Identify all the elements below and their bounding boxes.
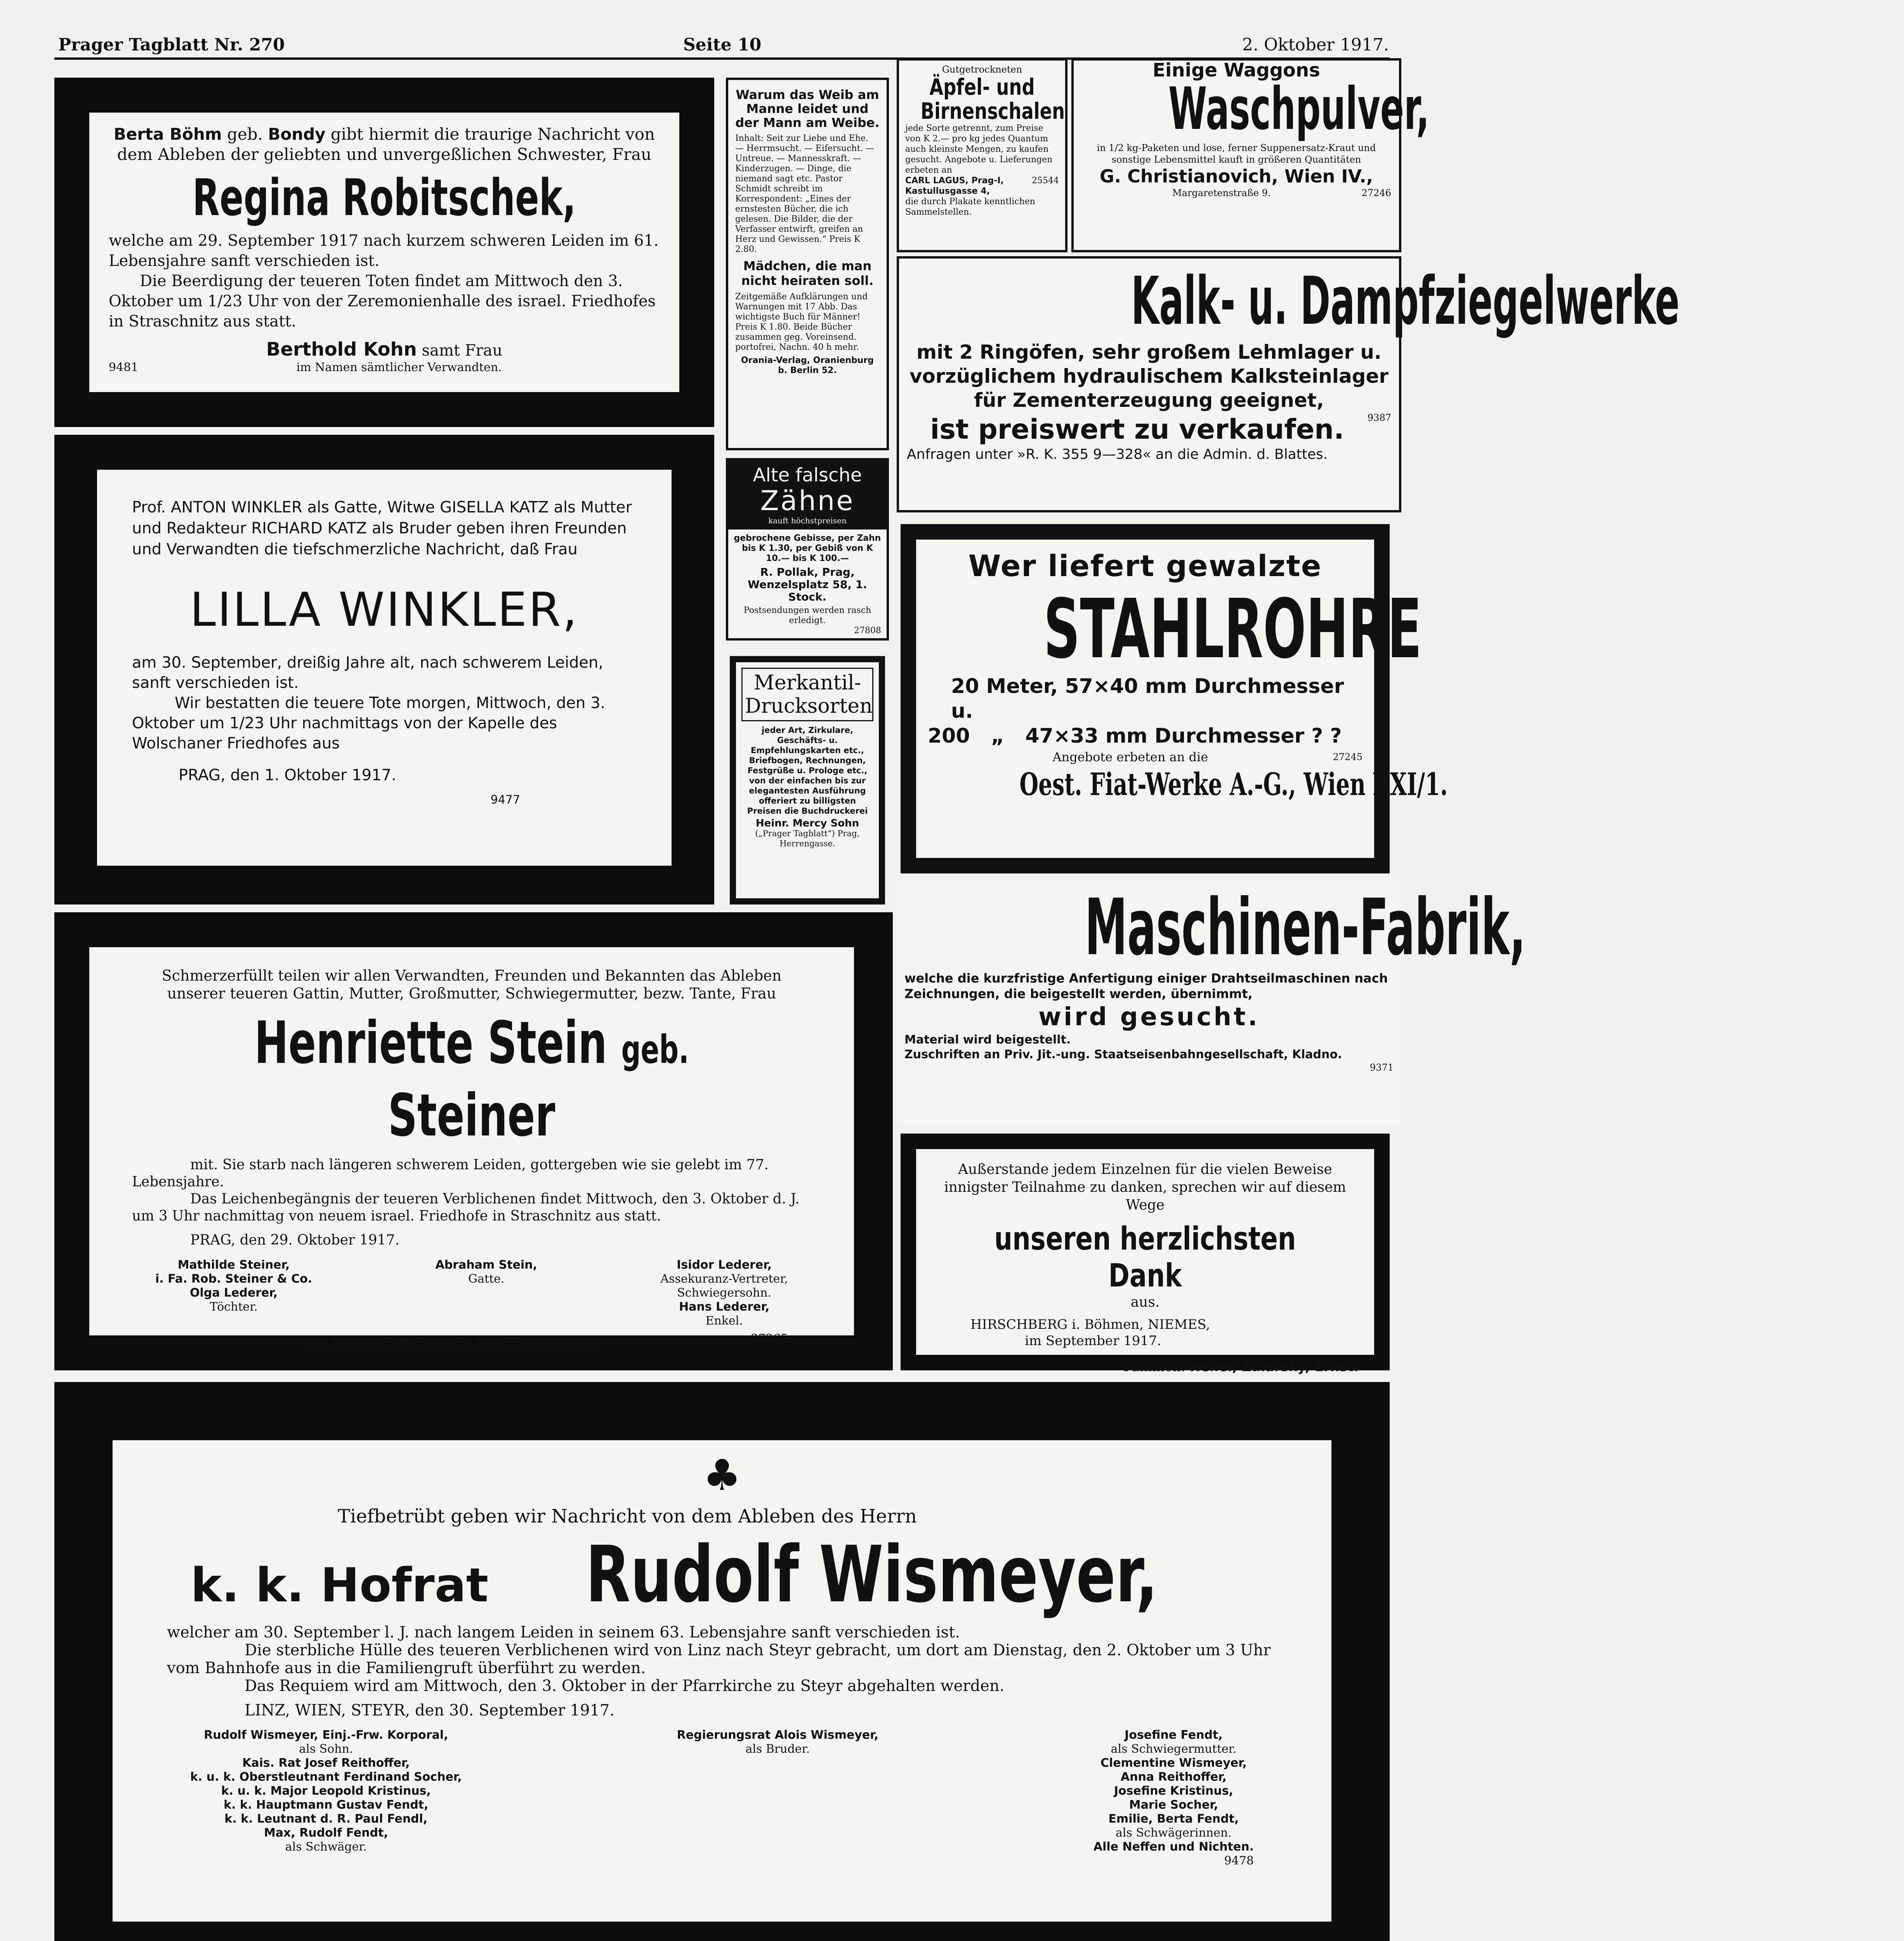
funeral-text: Das Leichenbegängnis der teueren Verblichenen findet Mittwoch, den 3. Oktober d. J. um 3 Uhr nachmittag von neuem israel. Friedhofe in Straschnitz aus statt. [132, 1191, 800, 1224]
deceased-title: k. k. Hofrat Rudolf Wismeyer, [191, 1530, 1158, 1620]
stahl-firm: Oest. Fiat-Werke A.-G., Wien XXI/1. [1019, 766, 1448, 802]
ad-stahlrohre [901, 524, 1448, 873]
thanks-notice [901, 1134, 1390, 1375]
page-header [0, 0, 1413, 54]
stahl-big: STAHLROHRE [1043, 582, 1422, 677]
stahl-line2: 20 Meter, 57×40 mm Durchmesser u. [951, 675, 1344, 723]
maschinen-line1: welche die kurzfristige Anfertigung einiger Drahtseilmaschinen nach Zeichnungen, die beigestellt werden, übernimmt, [904, 971, 1388, 1001]
wasch-num: 27246 [1361, 188, 1391, 198]
thanks-intro: Außerstande jedem Einzelnen für die vielen Beweise innigster Teilnahme zu danken, sprechen wir auf diesem Wege [944, 1161, 1346, 1213]
intro-text: Tiefbetrübt geben wir Nachricht von dem Ableben des Herrn [338, 1505, 917, 1527]
ad-number: 27265 [751, 1332, 788, 1346]
obituary-text: welche am 29. September 1917 nach kurzem schweren Leiden im 61. Lebensjahre sanft verschieden ist. [109, 232, 659, 270]
intro-line: Berta Böhm geb. Bondy gibt hiermit die traurige Nachricht von dem Ableben der geliebten und unvergeßlichen Schwester, Frau [113, 125, 655, 164]
zaehne-firm: R. Pollak, Prag, Wenzelsplatz 58, 1. Stock. [748, 566, 867, 603]
wasch-title: Waschpulver, [1168, 75, 1430, 143]
requiem-text: Das Requiem wird am Mittwoch, den 3. Oktober in der Pfarrkirche zu Steyr abgehalten werden. [245, 1677, 1005, 1695]
kalk-foot: Anfragen unter »R. K. 355 9—328« an die Admin. d. Blattes. [907, 446, 1328, 462]
merkantil-addr: („Prager Tagblatt“) Prag, Herrengasse. [755, 829, 860, 848]
zaehne-foot: Postsendungen werden rasch erledigt. [743, 606, 871, 625]
funeral-text: Die Beerdigung der teueren Toten findet am Mittwoch den 3. Oktober um 1/23 Uhr von der Zeremonienhalle des israel. Friedhofes in Straschnitz aus statt. [109, 272, 656, 330]
thanks-families: Familien: Heller, Zdiarsky, Ernst. [1123, 1359, 1359, 1375]
stahl-line4: Angebote erbeten an die [1052, 750, 1208, 764]
thanks-place: HIRSCHBERG i. Böhmen, NIEMES, [970, 1317, 1210, 1332]
page-number: Seite 10 [683, 35, 762, 55]
signers-daughters: Mathilde Steiner, i. Fa. Rob. Steiner & Co. Olga Lederer, Töchter. [155, 1258, 312, 1314]
place-date: PRAG, den 29. Oktober 1917. [190, 1232, 399, 1248]
signers-right: Josefine Fendt, als Schwiegermutter. Clementine Wismeyer, Anna Reithoffer, Josefine Kristinus, Marie Socher, Emilie, Berta Fendt, als Schwägerinnen. Alle Neffen und Nichten. [1093, 1728, 1254, 1854]
zaehne-line2: Zähne [760, 485, 855, 517]
maschinen-num: 9371 [1369, 1062, 1394, 1073]
ad-apfel [897, 58, 1067, 252]
ad-maschinen [897, 881, 1526, 1126]
kalk-line2: vorzüglichem hydraulischem Kalksteinlager [909, 365, 1389, 387]
obituary-wismeyer [54, 1382, 1390, 1941]
apfel-body: jede Sorte getrennt, zum Preise von K 2.— pro kg jedes Quantum auch kleinste Mengen, zu kaufen gesucht. Angebote u. Lieferungen erbeten an [905, 123, 1053, 175]
condolence-note: Von Kondolenzbesuchen bitte abzusehen. [303, 1334, 594, 1350]
zaehne-line1: Alte falsche [753, 464, 862, 486]
thanks-big: unseren herzlichsten Dank aus. [994, 1221, 1296, 1310]
obituary-winkler [54, 435, 714, 905]
book-publisher: Orania-Verlag, Oranienburg b. Berlin 52. [741, 356, 874, 375]
apfel-top: Gutgetrockneten [942, 64, 1022, 75]
book-body-2: Zeitgemäße Aufklärungen und Warnungen mit 17 Abb. Das wichtigste Buch für Männer! Preis K 1.80. Beide Bücher zusammen geg. Voreinsend. portofrei, Nachn. 40 h mehr. [735, 292, 868, 352]
newspaper-name: Prager Tagblatt Nr. 270 [58, 35, 285, 55]
kalk-line3: für Zementerzeugung geeignet, [974, 389, 1324, 411]
wasch-body: in 1/2 kg-Paketen und lose, ferner Suppenersatz-Kraut und sonstige Lebensmittel kauft in größeren Quantitäten [1097, 142, 1376, 165]
ad-merkantil [730, 656, 885, 905]
ad-number: 9477 [490, 793, 520, 807]
signers-left: Rudolf Wismeyer, Einj.-Frw. Korporal, als Sohn. Kais. Rat Josef Reithoffer, k. u. k. Oberstleutnant Ferdinand Socher, k. u. k. Major Leopold Kristinus, k. k. Hauptmann Gustav Fendt, k. k. Leutnant d. R. Paul Fendl, Max, Rudolf Fendt, als Schwäger. [190, 1728, 462, 1854]
ad-zaehne [726, 458, 889, 641]
wasch-top: Einige Waggons [1152, 59, 1320, 81]
obituary-text: am 30. September, dreißig Jahre alt, nach schwerem Leiden, sanft verschieden ist. [132, 654, 604, 692]
funeral-text: Wir bestatten die teuere Tote morgen, Mittwoch, den 3. Oktober um 1/23 Uhr nachmittags von der Kapelle des Wolschaner Friedhofes aus [132, 694, 606, 752]
book-body: Inhalt: Seit zur Liebe und Ehe. — Herrmsucht. — Eifersucht. — Untreue. — Mannesskraft. — Kinderzugen. — Dinge, die niemand sagt etc. Pastor Schmidt schreibt im Korrespondent: „Eines der ernstesten Bücher, die ich gelesen. Die Bilder, die der Verfasser entwirft, greifen an Herz und Gewissen.“ Preis K 2.80. [735, 134, 875, 254]
deceased-name: Regina Robitschek, [192, 168, 576, 227]
apfel-firm: CARL LAGUS, Prag-I, Kastullusgasse 4, [905, 176, 1004, 196]
ad-kalk [897, 256, 1680, 512]
place-date: LINZ, WIEN, STEYR, den 30. September 1917. [245, 1701, 615, 1719]
merkantil-body: jeder Art, Zirkulare, Geschäfts- u. Empfehlungskarten etc., Briefbogen, Rechnungen, Festgrüße u. Prologe etc., von der einfachen bis zur elegantesten Ausführung offeriert zu billigsten Preisen die Buchdruckerei [747, 726, 868, 816]
maschinen-line3: Zuschriften an Priv. Jit.-ung. Staatseisenbahngesellschaft, Kladno. [904, 1048, 1342, 1061]
stahl-line3: 200 „ 47×33 mm Durchmesser ? ? [928, 724, 1342, 748]
obituary-robitschek [54, 78, 714, 427]
obituary-text: welcher am 30. September l. J. nach langem Leiden in seinem 63. Lebensjahre sanft verschieden ist. [167, 1623, 960, 1641]
deceased-name: Henriette Stein geb. Steiner [254, 1009, 689, 1149]
signature-sub: im Namen sämtlicher Verwandten. [296, 361, 502, 374]
ad-number: 9481 [109, 361, 139, 374]
wasch-addr: Margaretenstraße 9. [1172, 188, 1271, 198]
zaehne-header [728, 460, 887, 530]
merkantil-title: Merkantil-Drucksorten [741, 668, 873, 721]
wasch-firm: G. Christianovich, Wien IV., [1099, 166, 1373, 187]
deceased-name: LILLA WINKLER, [190, 583, 579, 637]
obituary-text: mit. Sie starb nach längeren schwerem Leiden, gottergeben wie sie gelebt im 77. Lebensjahre. [132, 1157, 769, 1190]
stahl-num: 27245 [1333, 752, 1362, 762]
kalk-num: 9387 [1367, 412, 1391, 423]
intro-text: Schmerzerfüllt teilen wir allen Verwandten, Freunden und Bekannten das Ableben unserer teueren Gattin, Mutter, Großmutter, Schwiegermutter, bezw. Tante, Frau [161, 967, 782, 1002]
signers-center: Regierungsrat Alois Wismeyer, als Bruder. [677, 1728, 879, 1756]
intro-text: Prof. ANTON WINKLER als Gatte, Witwe GISELLA KATZ als Mutter und Redakteur RICHARD KATZ als Bruder geben ihren Freunden und Verwandten die tiefschmerzliche Nachricht, daß Frau [132, 498, 632, 558]
kalk-big: ist preiswert zu verkaufen. [930, 413, 1344, 445]
cross-symbol: ♣ [703, 1450, 741, 1500]
apfel-title: Äpfel- und Birnenschalen [920, 74, 1065, 124]
kalk-title: Kalk- u. Dampfziegelwerke [1131, 263, 1680, 340]
ad-book [726, 78, 889, 450]
signature: Berthold Kohn samt Frau [266, 339, 503, 360]
zaehne-num: 27808 [854, 626, 881, 635]
signer-husband: Abraham Stein, Gatte. [435, 1258, 537, 1286]
stahl-line1: Wer liefert gewalzte [968, 549, 1322, 583]
obituary-stein [54, 912, 893, 1370]
book-title: Warum das Weib am Manne leidet und der Mann am Weibe. [735, 87, 880, 130]
ad-waschpulver [1071, 58, 1430, 252]
thanks-date: im September 1917. [1025, 1333, 1161, 1349]
merkantil-firm: Heinr. Mercy Sohn [755, 818, 859, 829]
place-date: PRAG, den 1. Oktober 1917. [179, 766, 396, 784]
zaehne-line3: kauft höchstpreisen [768, 516, 847, 525]
signers-family: Isidor Lederer, Assekuranz-Vertreter, Schwiegersohn. Hans Lederer, Enkel. [660, 1258, 788, 1328]
kalk-line1: mit 2 Ringöfen, sehr großem Lehmlager u. [916, 341, 1382, 363]
issue-date: 2. Oktober 1917. [1242, 35, 1389, 55]
apfel-num: 25544 [1032, 176, 1059, 186]
maschinen-wanted: wird gesucht. [1038, 1003, 1260, 1031]
maschinen-line2: Material wird beigestellt. [904, 1033, 1071, 1047]
transfer-text: Die sterbliche Hülle des teueren Verblichenen wird von Linz nach Steyr gebracht, um dort am Dienstag, den 2. Oktober um 3 Uhr vom Bahnhofe aus in die Familiengruft überführt zu werden. [167, 1641, 1271, 1677]
maschinen-big: Maschinen-Fabrik, [1085, 882, 1526, 973]
apfel-body-2: die durch Plakate kenntlichen Sammelstellen. [905, 197, 1035, 217]
zaehne-body: gebrochene Gebisse, per Zahn bis K 1.30, per Gebiß von K 10.— bis K 100.— [734, 533, 881, 563]
book-title-2: Mädchen, die man nicht heiraten soll. [741, 259, 874, 288]
ad-number: 9478 [1224, 1854, 1254, 1868]
